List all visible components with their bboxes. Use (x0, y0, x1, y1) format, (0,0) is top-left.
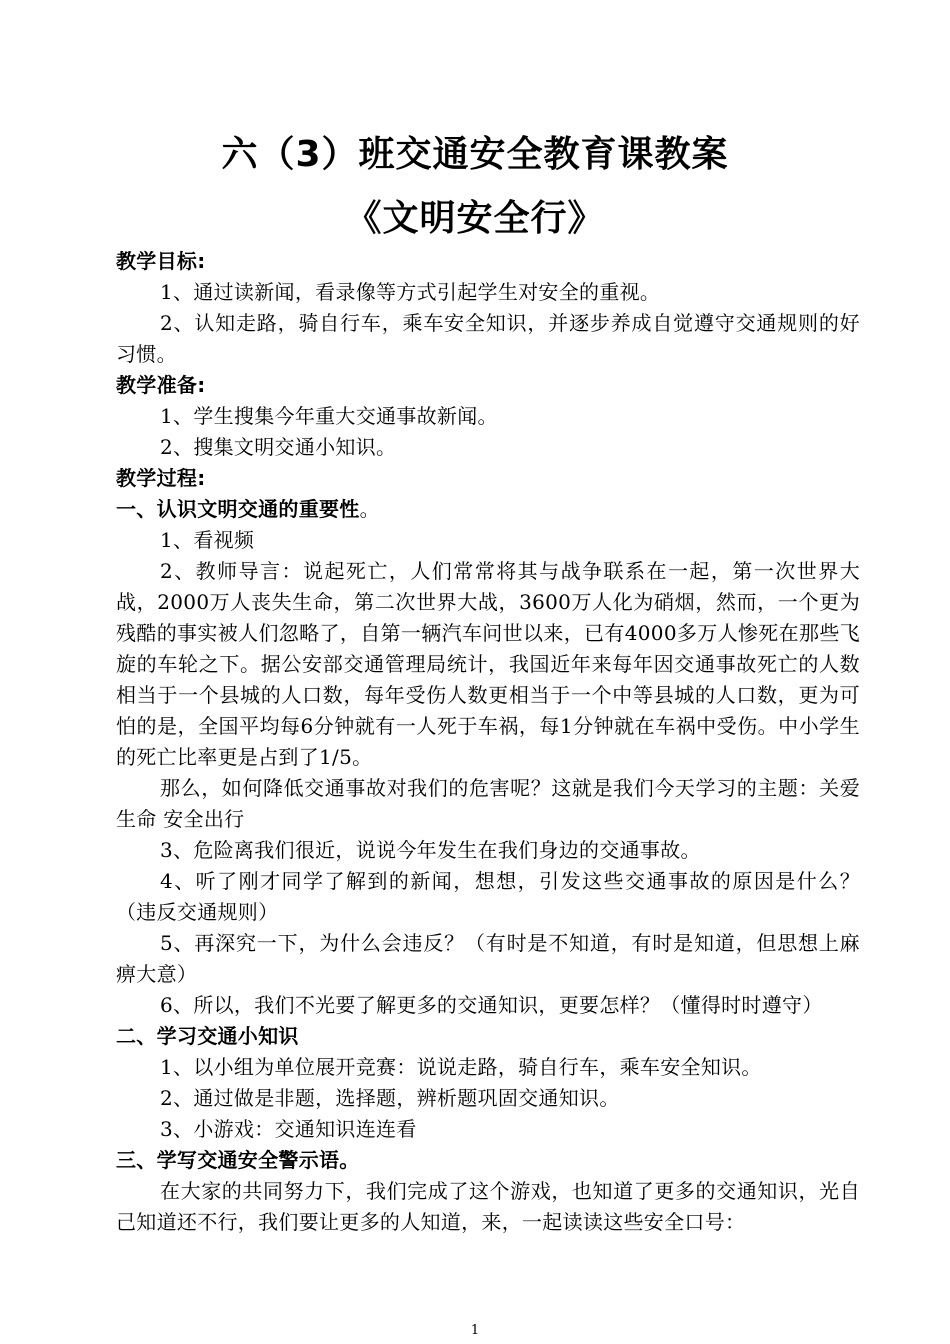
document-subtitle: 《文明安全行》 (345, 198, 605, 239)
part1-item: 5、再深究一下，为什么会违反？（有时是不知道，有时是知道，但思想上麻痹大意） (116, 931, 860, 986)
document-title: 六（3）班交通安全教育课教案 (221, 134, 729, 175)
goal-item: 1、通过读新闻，看录像等方式引起学生对安全的重视。 (160, 280, 661, 304)
part1-item: 4、听了刚才同学了解到的新闻，想想，引发这些交通事故的原因是什么？（违反交通规则） (116, 869, 860, 924)
goal-item: 2、认知走路，骑自行车，乘车安全知识，并逐步养成自觉遵守交通规则的好习惯。 (116, 311, 860, 366)
document-body (116, 246, 860, 1238)
part1-item: 3、危险离我们很近，说说今年发生在我们身边的交通事故。 (160, 838, 701, 862)
part1-item: 2、教师导言：说起死亡，人们常常将其与战争联系在一起，第一次世界大战，2000万人丧失生命，第二次世界大战，3600万人化为硝烟，然而，一个更为残酷的事实被人们忽略了，自第一辆汽车问世以来，已有4000多万人惨死在那些飞旋的车轮之下。据公安部交通管理局统计，我国近年来每年因交通事故死亡的人数相当于一个县城的人口数，每年受伤人数更相当于一个中等县城的人口数，更为可怕的是，全国平均每6分钟就有一人死于车祸，每1分钟就在车祸中受伤。中小学生的死亡比率更是占到了1/5。 (116, 559, 860, 769)
part2-item: 1、以小组为单位展开竞赛：说说走路，骑自行车，乘车安全知识。 (160, 1055, 762, 1079)
part1-heading (116, 494, 860, 525)
prep-item: 2、搜集文明交通小知识。 (160, 435, 397, 459)
prep-heading: 教学准备: (116, 373, 206, 397)
process-heading: 教学过程: (116, 466, 206, 490)
part2-item: 3、小游戏：交通知识连连看 (160, 1117, 417, 1141)
part1-item: 6、所以，我们不光要了解更多的交通知识，更要怎样？（懂得时时遵守） (160, 993, 823, 1017)
part1-item: 那么，如何降低交通事故对我们的危害呢？这就是我们今天学习的主题：关爱生命 安全出行 (116, 776, 860, 831)
part1-item: 1、看视频 (160, 528, 255, 552)
part1-heading-punct: 。 (359, 497, 380, 521)
part3-item: 在大家的共同努力下，我们完成了这个游戏，也知道了更多的交通知识，光自己知道还不行，我们要让更多的人知道，来，一起读读这些安全口号： (116, 1179, 860, 1234)
part3-heading: 三、学写交通安全警示语。 (116, 1148, 360, 1172)
goals-heading: 教学目标: (116, 249, 206, 273)
part1-heading-text: 一、认识文明交通的重要性 (116, 497, 360, 521)
prep-item: 1、学生搜集今年重大交通事故新闻。 (160, 404, 498, 428)
part2-heading: 二、学习交通小知识 (116, 1024, 299, 1048)
page-number: 1 (470, 1323, 480, 1338)
part2-item: 2、通过做是非题，选择题，辨析题巩固交通知识。 (160, 1086, 620, 1110)
